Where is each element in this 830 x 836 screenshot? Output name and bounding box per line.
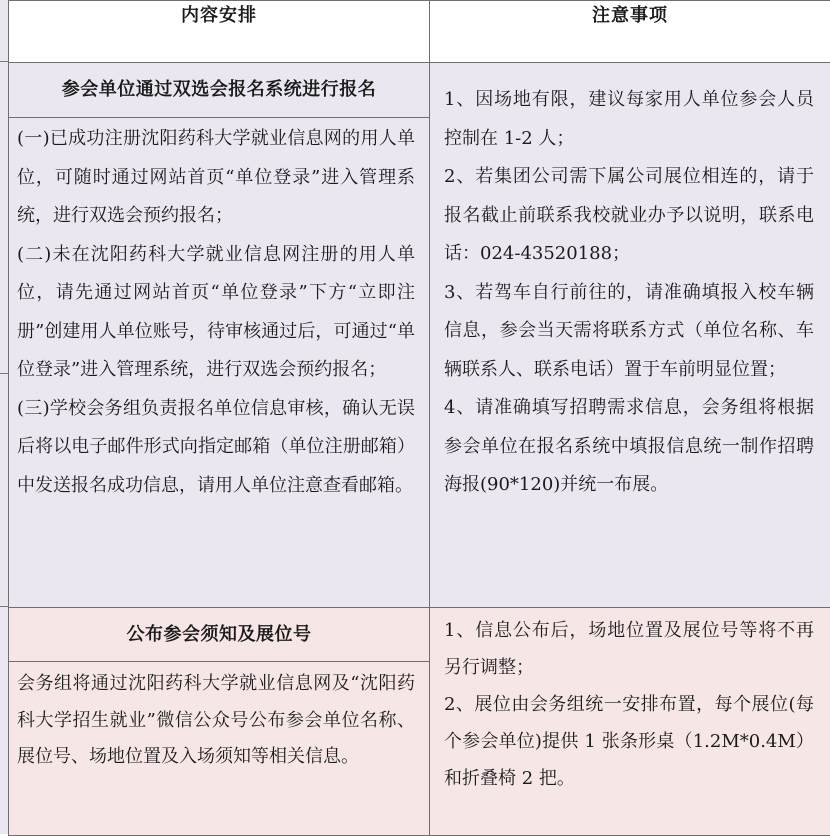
note-item: 2、若集团公司需下属公司展位相连的，请于报名截止前联系我校就业办予以说明，联系电话：024-43520188； [444,158,814,274]
schedule-table [8,0,830,836]
note-item: 1、信息公布后，场地位置及展位号等将不再另行调整； [444,612,814,686]
content-item: (三)学校会务组负责报名单位信息审核，确认无误后将以电子邮件形式向指定邮箱（单位注册邮箱）中发送报名成功信息，请用人单位注意查看邮箱。 [17,390,415,506]
section1-content [9,118,429,505]
section2-content-cell [9,608,430,836]
note-item: 1、因场地有限，建议每家用人单位参会人员控制在 1-2 人； [444,81,814,158]
section1-title: 参会单位通过双选会报名系统进行报名 [9,63,429,118]
table-header-row [9,1,830,63]
section1-notes [430,63,830,505]
table-row [9,63,830,608]
content-column-header: 内容安排 [9,1,430,63]
note-item: 2、展位由会务组统一安排布置，每个展位(每个参会单位)提供 1 张条形桌（1.2M*0.4M）和折叠椅 2 把。 [444,686,814,797]
left-rule [0,606,8,607]
left-margin-strip [0,0,8,834]
note-item: 4、请准确填写招聘需求信息，会务组将根据参会单位在报名系统中填报信息统一制作招聘海报(90*120)并统一布展。 [444,389,814,505]
content-item: 会务组将通过沈阳药科大学就业信息网及“沈阳药科大学招生就业”微信公众号公布参会单位名称、展位号、场地位置及入场须知等相关信息。 [17,666,415,776]
left-rule [0,373,8,374]
left-rule [0,61,8,62]
table-row [9,608,830,836]
content-item: (二)未在沈阳药科大学就业信息网注册的用人单位，请先通过网站首页“单位登录”下方“立即注册”创建用人单位账号，待审核通过后，可通过“单位登录”进入管理系统，进行双选会预约报名； [17,236,415,390]
section1-content-cell [9,63,430,608]
section1-notes-cell [430,63,830,608]
note-item: 3、若驾车自行前往的，请准确填报入校车辆信息，参会当天需将联系方式（单位名称、车辆联系人、联系电话）置于车前明显位置； [444,274,814,390]
section2-content [9,662,429,776]
section2-title: 公布参会须知及展位号 [9,608,429,662]
notes-column-header: 注意事项 [430,1,830,63]
section2-notes [430,608,830,797]
content-item: (一)已成功注册沈阳药科大学就业信息网的用人单位，可随时通过网站首页“单位登录”进入管理系统，进行双选会预约报名； [17,120,415,236]
section2-notes-cell [430,608,830,836]
